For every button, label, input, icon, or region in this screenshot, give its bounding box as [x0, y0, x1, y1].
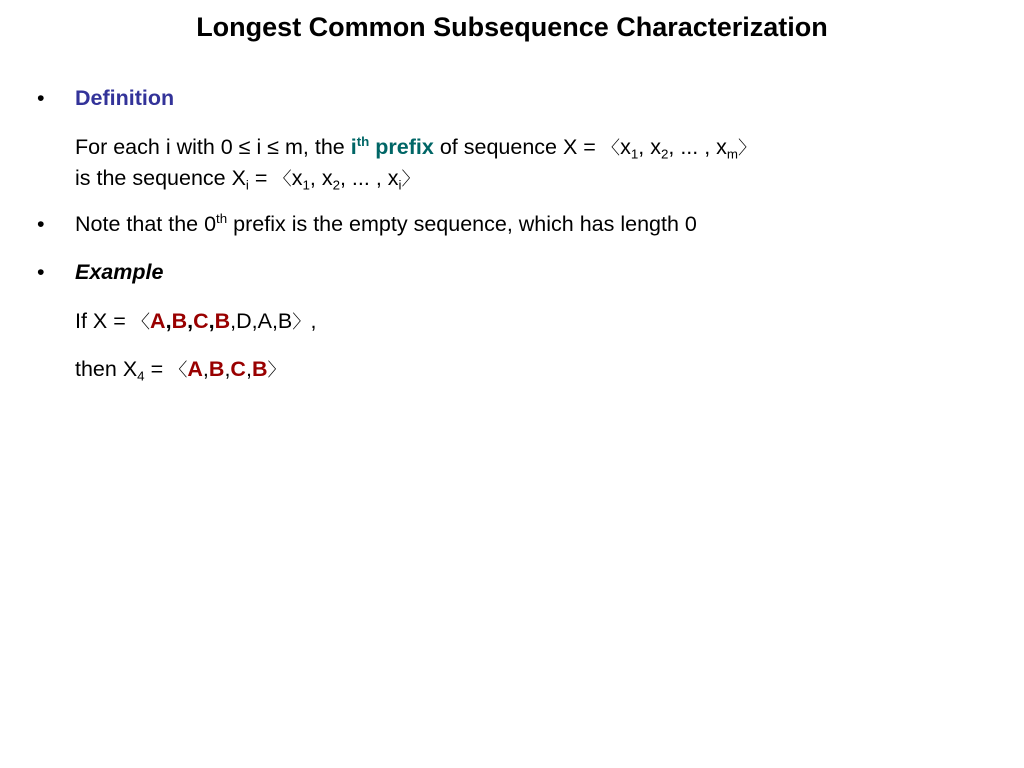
- separator: ,: [638, 135, 651, 159]
- subscript: 2: [660, 146, 669, 162]
- right-angle: 〉: [267, 360, 286, 381]
- separator: ,: [245, 357, 252, 381]
- definition-text: For each i with 0 ≤ i ≤ m, the: [75, 135, 351, 159]
- ellipsis: , ... ,: [668, 135, 717, 159]
- var-x: x: [650, 135, 661, 159]
- seq-b: B: [208, 357, 225, 381]
- prefix-term: prefix: [375, 135, 434, 159]
- definition-text: is the sequence X: [75, 166, 246, 190]
- right-angle: 〉: [401, 169, 420, 190]
- seq-b: B: [214, 309, 231, 333]
- subscript: i: [398, 177, 402, 193]
- separator: ,: [202, 357, 209, 381]
- seq-b: B: [251, 357, 268, 381]
- seq-a: A: [187, 357, 203, 381]
- note-line: [75, 212, 697, 237]
- note-text-end: prefix is the empty sequence, which has length 0: [227, 212, 697, 236]
- equals: =: [144, 357, 170, 381]
- bullet-marker: •: [37, 86, 45, 110]
- th-superscript: th: [216, 211, 228, 227]
- left-angle: 〈: [131, 312, 151, 333]
- seq-c: C: [230, 357, 246, 381]
- bullet-marker: •: [37, 212, 45, 236]
- separator: ,: [165, 309, 172, 333]
- var-x: x: [387, 166, 399, 190]
- right-angle: 〉: [292, 312, 311, 333]
- then-text: then X: [75, 357, 138, 381]
- example-if-line: [75, 308, 317, 334]
- seq-b: B: [171, 309, 188, 333]
- trailing-comma: ,: [310, 309, 317, 333]
- seq-c: C: [193, 309, 209, 333]
- seq-rest: ,D,A,B: [230, 309, 293, 333]
- subscript: 1: [630, 146, 639, 162]
- if-text: If X =: [75, 309, 132, 333]
- note-text: Note that the 0: [75, 212, 217, 236]
- definition-line-2: [75, 165, 420, 191]
- slide-title: Longest Common Subsequence Characterization: [196, 12, 828, 42]
- separator: ,: [224, 357, 231, 381]
- seq-a: A: [150, 309, 166, 333]
- left-angle: 〈: [601, 138, 621, 159]
- subscript: 1: [302, 177, 310, 193]
- example-then-line: [75, 356, 286, 382]
- ith-superscript: th: [356, 134, 370, 150]
- example-heading: Example: [75, 260, 164, 284]
- equals: =: [248, 166, 274, 190]
- ith-label: i: [350, 135, 357, 159]
- left-angle: 〈: [273, 169, 292, 190]
- left-angle: 〈: [169, 360, 188, 381]
- var-x: x: [716, 135, 727, 159]
- separator: ,: [187, 309, 194, 333]
- subscript: 2: [332, 177, 340, 193]
- definition-line-1: [75, 134, 756, 160]
- bullet-marker: •: [37, 260, 45, 284]
- subscript: i: [245, 177, 249, 193]
- right-angle: 〉: [738, 138, 757, 159]
- var-x: x: [321, 166, 333, 190]
- separator: ,: [309, 166, 322, 190]
- var-x: x: [620, 135, 631, 159]
- definition-text-mid: of sequence X =: [433, 135, 602, 159]
- ellipsis: , ... ,: [339, 166, 388, 190]
- subscript: m: [726, 146, 739, 162]
- subscript: 4: [137, 368, 145, 384]
- definition-heading: Definition: [75, 86, 175, 110]
- separator: ,: [208, 309, 215, 333]
- var-x: x: [291, 166, 303, 190]
